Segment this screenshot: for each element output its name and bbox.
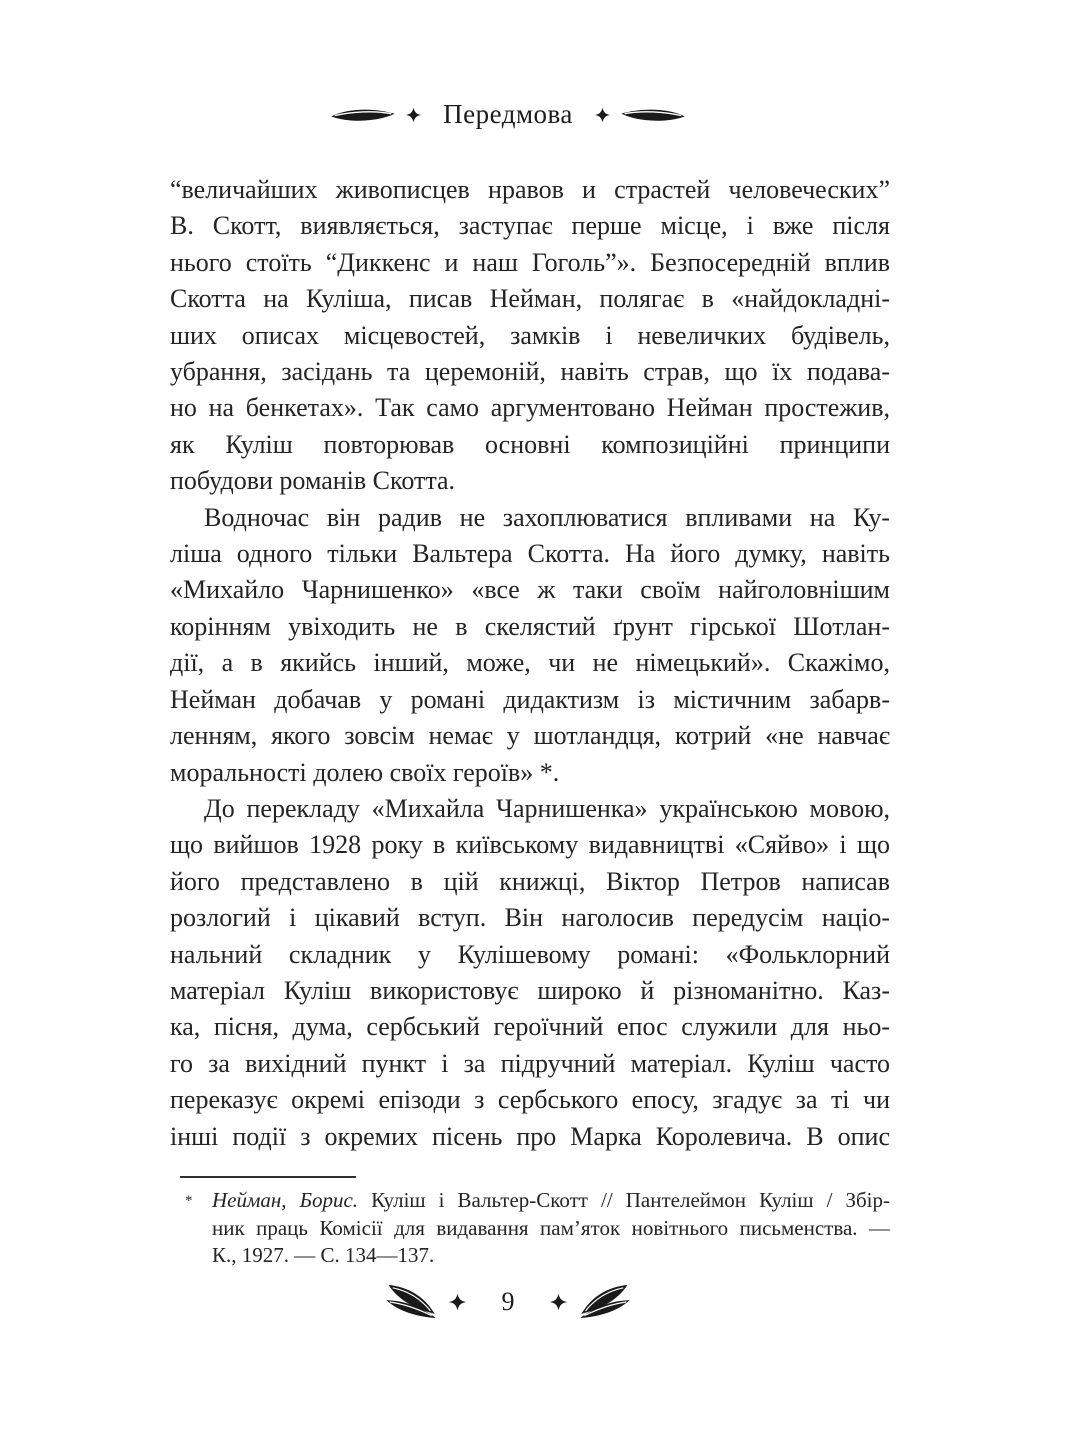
- text-line: ка, пісня, дума, сербський героїчний епос служили для ньо-: [170, 1012, 890, 1042]
- text-line: корінням увіходить не в скелястий ґрунт гірської Шотлан-: [170, 611, 890, 641]
- footnote-marker: *: [185, 1193, 193, 1209]
- diamond-icon: [550, 1291, 567, 1313]
- text-line: ліша одного тільки Вальтера Скотта. На його думку, навіть: [170, 539, 890, 569]
- text-line: ленням, якого зовсім немає у шотландця, котрий «не навчає: [170, 721, 890, 751]
- text-line: Водночас він радив не захоплюватися впливами на Ку-: [204, 502, 890, 532]
- diamond-icon: [406, 105, 421, 125]
- text-line: нього стоїть “Диккенс и наш Гоголь”». Безпосередній вплив: [170, 247, 890, 277]
- text-line: Нейман добачав у романі дидактизм із містичним забарв-: [170, 684, 890, 714]
- text-line: До перекладу «Михайла Чарнишенка» українською мовою,: [204, 793, 890, 823]
- text-line: переказує окремі епізоди з сербського епосу, згадує за ті чи: [170, 1085, 890, 1115]
- text-line: дії, а в якийсь інший, може, чи не німецький». Скажімо,: [170, 648, 890, 678]
- leaf-right-icon: [620, 105, 686, 125]
- footnote-rule: [180, 1176, 356, 1178]
- text-line: го за вихідний пункт і за підручний матеріал. Куліш часто: [170, 1048, 890, 1078]
- footnote-line: Нейман, Борис. Куліш і Вальтер-Скотт // Пантелеймон Куліш / Збір-: [212, 1188, 891, 1212]
- chapter-header: [148, 99, 868, 130]
- text-line: як Куліш повторював основні композиційні принципи: [170, 429, 890, 459]
- text-line: Скотта на Куліша, писав Нейман, полягає в «найдокладні-: [170, 284, 890, 314]
- text-line: «Михайло Чарнишенко» «все ж таки своїм найголовнішим: [170, 575, 890, 605]
- text-line: що вийшов 1928 року в київському видавництві «Сяйво» і що: [170, 830, 890, 860]
- text-line: В. Скотт, виявляється, заступає перше місце, і вже після: [170, 211, 890, 241]
- diamond-icon: [595, 105, 610, 125]
- text-line: но на бенкетах». Так само аргументовано Нейман простежив,: [170, 393, 890, 423]
- footnote-line: ник праць Комісії для видавання пам’яток новітнього письменства. —: [212, 1215, 890, 1240]
- diamond-icon: [449, 1291, 466, 1313]
- footnote: [170, 1187, 890, 1270]
- body-text: [170, 172, 890, 1155]
- text-line: розлогий і цікавий вступ. Він наголосив передусім націо-: [170, 903, 890, 933]
- text-line: інші події з окремих пісень про Марка Королевича. В опис: [170, 1121, 890, 1151]
- text-line: матеріал Куліш використовує широко й різноманітно. Каз-: [170, 975, 890, 1005]
- text-line: убрання, засідань та церемоній, навіть страв, що їх подава-: [170, 357, 890, 387]
- leaf-left-icon: [330, 105, 396, 125]
- page-title: Передмова: [443, 99, 573, 129]
- text-line: ших описах місцевостей, замків і невеличких будівель,: [170, 320, 890, 350]
- double-leaf-left-icon: [385, 1282, 437, 1322]
- text-line: його представлено в цій книжці, Віктор Петров написав: [170, 866, 890, 896]
- footnote-lines: [212, 1187, 890, 1270]
- text-line: побудови романів Скотта.: [170, 466, 456, 496]
- text-line: моральності долею своїх героїв» *.: [170, 757, 560, 787]
- text-line: нальний складник у Кулішевому романі: «Фольклорний: [170, 939, 890, 969]
- page-footer: [148, 1282, 868, 1322]
- double-leaf-right-icon: [579, 1282, 631, 1322]
- page-number: 9: [501, 1287, 515, 1316]
- text-line: “величайших живописцев нравов и страстей человеческих”: [170, 175, 890, 204]
- footnote-line: К., 1927. — С. 134—137.: [212, 1243, 435, 1267]
